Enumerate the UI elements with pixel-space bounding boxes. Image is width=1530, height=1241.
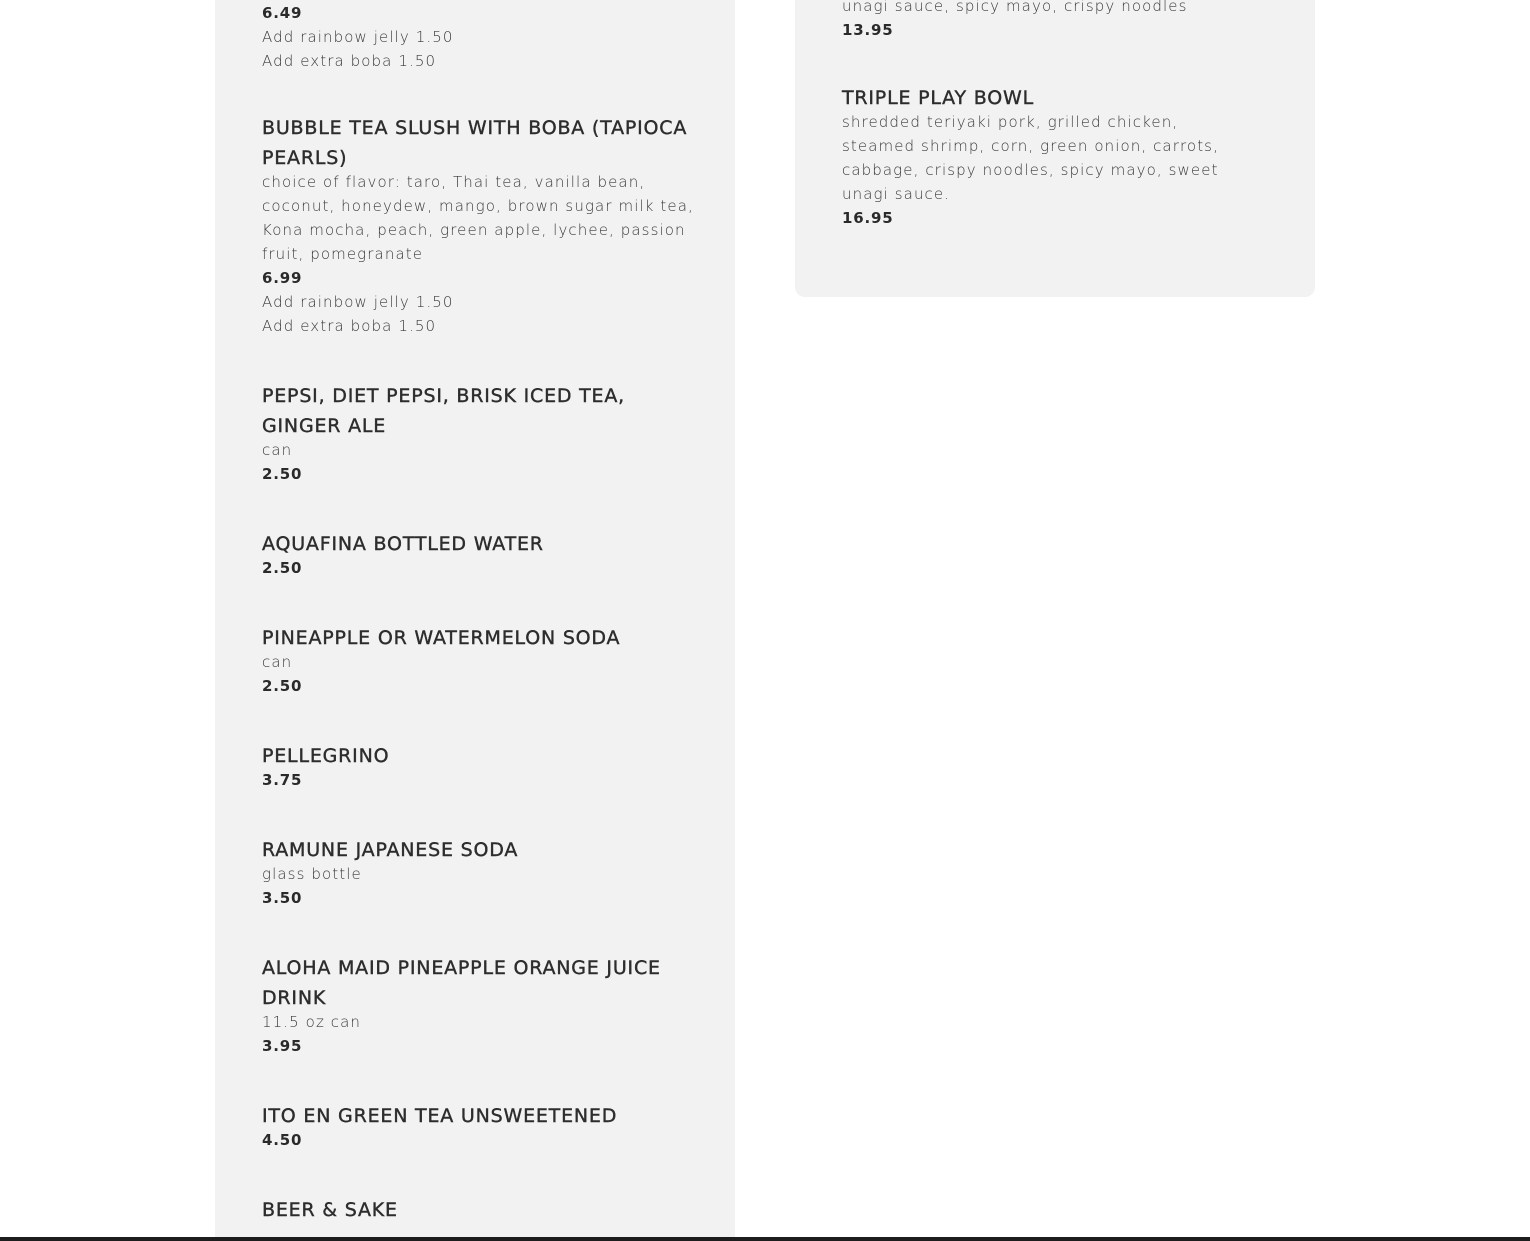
menu-item-triple-play-bowl — [842, 83, 1252, 230]
item-price: 6.49 — [262, 4, 303, 22]
menu-item-partial-top — [262, 1, 702, 73]
item-price: 4.50 — [262, 1131, 303, 1149]
item-title: TRIPLE PLAY BOWL — [842, 87, 1034, 109]
menu-item-ramune — [262, 835, 702, 910]
menu-item-aquafina — [262, 529, 702, 580]
section-title: BEER & SAKE — [262, 1199, 398, 1221]
item-title: RAMUNE JAPANESE SODA — [262, 839, 519, 861]
item-title: PINEAPPLE OR WATERMELON SODA — [262, 627, 621, 649]
item-price: 2.50 — [262, 677, 303, 695]
item-title: ALOHA MAID PINEAPPLE ORANGE JUICE DRINK — [262, 957, 661, 1009]
item-price: 3.95 — [262, 1037, 303, 1055]
item-price: 2.50 — [262, 465, 303, 483]
menu-item-ito-en-green-tea — [262, 1101, 702, 1152]
item-description: 11.5 oz can — [262, 1013, 362, 1031]
item-description: can — [262, 653, 293, 671]
menu-item-pellegrino — [262, 741, 702, 792]
item-description: can — [262, 441, 293, 459]
item-price: 16.95 — [842, 209, 894, 227]
item-addon: Add extra boba 1.50 — [262, 317, 437, 335]
menu-item-partial-top — [842, 0, 1282, 42]
item-addon: Add rainbow jelly 1.50 — [262, 28, 454, 46]
item-description: glass bottle — [262, 865, 362, 883]
menu-item-pepsi — [262, 381, 702, 486]
item-title: PEPSI, DIET PEPSI, BRISK ICED TEA, GINGER ALE — [262, 385, 626, 437]
bottom-divider — [0, 1237, 1530, 1241]
item-description: choice of flavor: taro, Thai tea, vanilla bean, coconut, honeydew, mango, brown sugar milk tea, Kona mocha, peach, green apple, lychee, passion fruit, pomegranate — [262, 173, 694, 263]
item-price: 2.50 — [262, 559, 303, 577]
item-description: unagi sauce, spicy mayo, crispy noodles — [842, 0, 1188, 15]
menu-item-bubble-tea-slush — [262, 113, 702, 338]
item-price: 6.99 — [262, 269, 303, 287]
item-addon: Add extra boba 1.50 — [262, 52, 437, 70]
bowls-menu-panel — [795, 0, 1315, 297]
item-title: BUBBLE TEA SLUSH WITH BOBA (TAPIOCA PEARLS) — [262, 117, 688, 169]
menu-item-pineapple-watermelon-soda — [262, 623, 702, 698]
item-price: 3.50 — [262, 889, 303, 907]
item-title: AQUAFINA BOTTLED WATER — [262, 533, 544, 555]
menu-section-beer-sake — [262, 1195, 702, 1225]
drinks-menu-panel — [215, 0, 735, 1241]
item-price: 13.95 — [842, 21, 894, 39]
item-title: PELLEGRINO — [262, 745, 390, 767]
item-description: shredded teriyaki pork, grilled chicken, steamed shrimp, corn, green onion, carrots, cabbage, crispy noodles, spicy mayo, sweet unagi sauce. — [842, 113, 1219, 203]
item-title: ITO EN GREEN TEA UNSWEETENED — [262, 1105, 618, 1127]
item-addon: Add rainbow jelly 1.50 — [262, 293, 454, 311]
item-price: 3.75 — [262, 771, 303, 789]
menu-item-aloha-maid — [262, 953, 702, 1058]
